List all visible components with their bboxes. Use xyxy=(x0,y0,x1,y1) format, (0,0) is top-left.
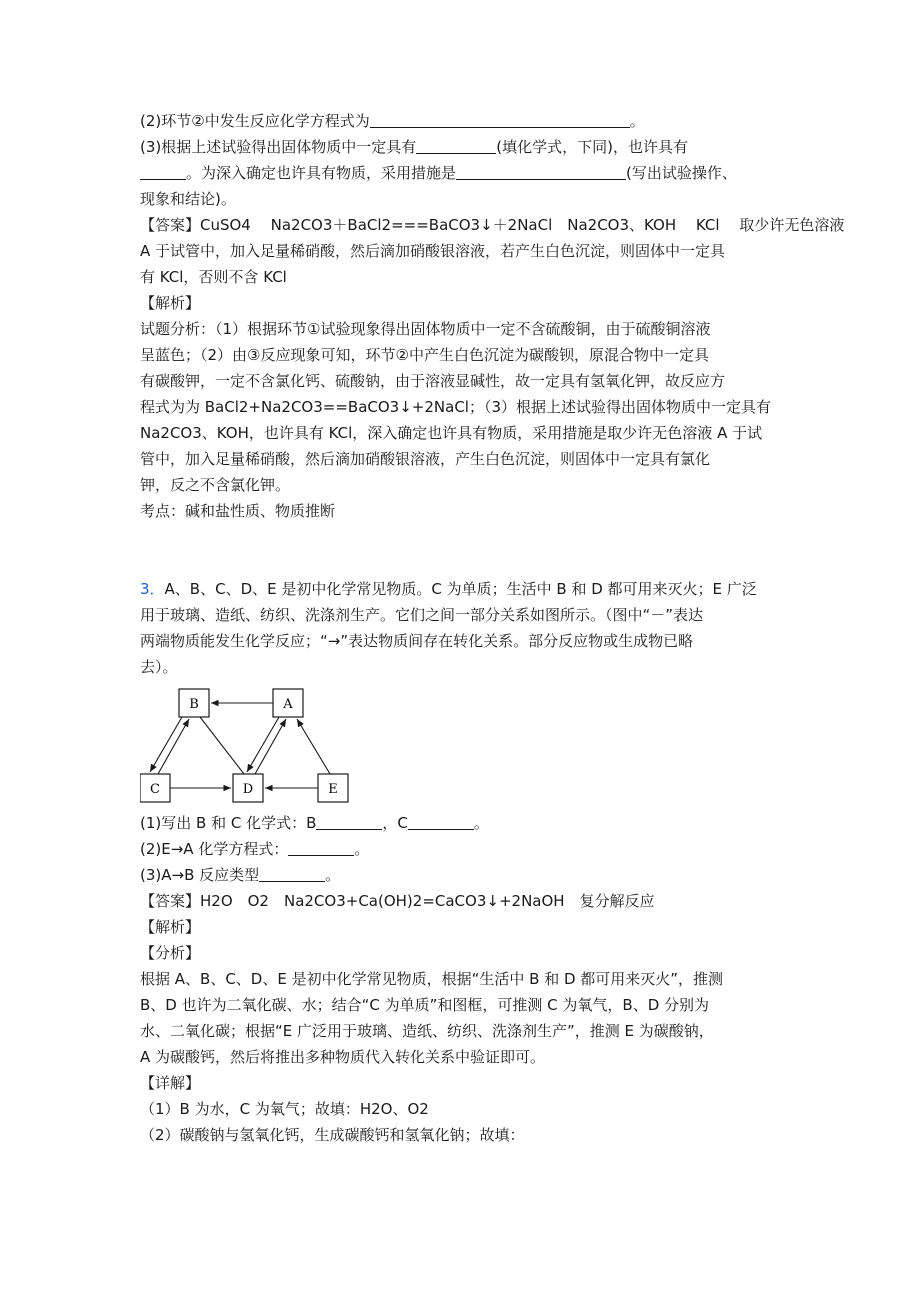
q3-text-4: (写出试验操作、 xyxy=(626,164,737,182)
sub1-blank-c[interactable] xyxy=(408,813,474,830)
q3-text-3: 。为深入确定也许具有物质，采用措施是 xyxy=(186,164,457,182)
analysis-line-1: 试题分析：（1）根据环节①试验现象得出固体物质中一定不含硫酸铜，由于硫酸铜溶液 xyxy=(140,320,711,338)
q3-line-1 xyxy=(140,134,790,160)
arrow-b-to-c xyxy=(150,717,182,772)
q3-fenxi-line-4: A 为碳酸钙，然后将推出多种物质代入转化关系中验证即可。 xyxy=(140,1048,546,1066)
node-e-label: E xyxy=(328,782,338,797)
sub-question-3 xyxy=(140,862,790,888)
link-b-d xyxy=(200,717,244,774)
analysis-line-2: 呈蓝色；（2）由③反应现象可知，环节②中产生白色沉淀为碳酸钡，原混合物中一定具 xyxy=(140,346,709,364)
sub3-blank[interactable] xyxy=(259,865,325,882)
document-page xyxy=(140,108,845,1148)
arrow-e-to-a xyxy=(297,719,330,774)
analysis-line-4: 程式为为 BaCl2+Na2CO3==BaCO3↓+2NaCl；（3）根据上述试验得出固体物质中一定具有 xyxy=(140,398,772,416)
answer-line-3: 有 KCl，否则不含 KCl xyxy=(140,268,287,286)
q3-fenxi-line-1: 根据 A、B、C、D、E 是初中化学常见物质，根据“生活中 B 和 D 都可用来灭火”，推测 xyxy=(140,970,724,988)
q2-end: 。 xyxy=(629,112,645,130)
q3-answer: 【答案】H2O O2 Na2CO3+Ca(OH)2=CaCO3↓+2NaOH 复分解反应 xyxy=(140,892,655,910)
node-b-label: B xyxy=(189,697,199,712)
q3-text-2: (填化学式，下同)，也许具有 xyxy=(496,138,688,156)
q3-line-2 xyxy=(140,160,790,186)
sub-question-2 xyxy=(140,836,790,862)
analysis-line-5: Na2CO3、KOH，也许具有 KCl，深入确定也许具有物质，采用措施是取少许无色溶液 A 于试 xyxy=(140,424,763,442)
node-c-label: C xyxy=(150,782,160,797)
q3-stem-line-2: 用于玻璃、造纸、纺织、洗涤剂生产。它们之间一部分关系如图所示。（图中“－”表达 xyxy=(140,606,704,624)
q3-stem-line-1 xyxy=(140,576,790,602)
q3-blank-1[interactable] xyxy=(416,137,496,154)
section-gap xyxy=(140,524,790,576)
sub1-text-c: 。 xyxy=(473,814,489,832)
kaodian-line: 考点：碱和盐性质、物质推断 xyxy=(140,502,336,520)
question-number: 3． xyxy=(140,580,165,598)
sub2-text-b: 。 xyxy=(354,840,370,858)
q3-stem-line-4: 去）。 xyxy=(140,658,178,676)
sub-question-1 xyxy=(140,810,790,836)
q2-line xyxy=(140,108,790,134)
q3-line-3: 现象和结论)。 xyxy=(140,190,236,208)
q3-text-1: (3)根据上述试验得出固体物质中一定具有 xyxy=(140,138,417,156)
sub3-text-b: 。 xyxy=(325,866,341,884)
sub2-text-a: (2)E→A 化学方程式： xyxy=(140,840,289,858)
q3-analysis-header: 【解析】 xyxy=(140,918,201,936)
analysis-line-3: 有碳酸钾，一定不含氯化钙、硫酸钠，由于溶液显碱性，故一定具有氢氧化钾，故反应方 xyxy=(140,372,726,390)
answer-line-2: A 于试管中，加入足量稀硝酸，然后滴加硝酸银溶液，若产生白色沉淀，则固体中一定具 xyxy=(140,242,726,260)
arrow-d-to-a xyxy=(255,719,286,774)
relationship-diagram xyxy=(140,686,360,804)
q3-xiangjie-line-2: （2）碳酸钠与氢氧化钙，生成碳酸钙和氢氧化钠；故填： xyxy=(140,1126,525,1144)
stem-text-1: A、B、C、D、E 是初中化学常见物质。C 为单质；生活中 B 和 D 都可用来灭火；E 广泛 xyxy=(164,580,757,598)
q3-blank-3[interactable] xyxy=(456,163,626,180)
analysis-line-7: 钾，反之不含氯化钾。 xyxy=(140,476,291,494)
sub1-text-a: (1)写出 B 和 C 化学式：B xyxy=(140,814,317,832)
answer-line-1: 【答案】CuSO4 Na2CO3＋BaCl2===BaCO3↓＋2NaCl Na2CO3、KOH KCl 取少许无色溶液 xyxy=(140,216,845,234)
node-d-label: D xyxy=(242,782,254,797)
sub3-text-a: (3)A→B 反应类型 xyxy=(140,866,260,884)
sub1-blank-b[interactable] xyxy=(316,813,382,830)
q3-xiangjie-line-1: （1）B 为水，C 为氧气；故填：H2O、O2 xyxy=(140,1100,429,1118)
q3-xiangjie-header: 【详解】 xyxy=(140,1074,201,1092)
q3-stem-line-3: 两端物质能发生化学反应；“→”表达物质间存在转化关系。部分反应物或生成物已略 xyxy=(140,632,694,650)
q3-fenxi-header: 【分析】 xyxy=(140,944,201,962)
q3-fenxi-line-2: B、D 也许为二氧化碳、水；结合“C 为单质”和图框，可推测 C 为氧气，B、D 分别为 xyxy=(140,996,710,1014)
q3-blank-2[interactable] xyxy=(140,163,186,180)
node-a-label: A xyxy=(283,697,293,712)
arrow-c-to-b xyxy=(158,719,189,774)
analysis-line-6: 管中，加入足量稀硝酸，然后滴加硝酸银溶液，产生白色沉淀，则固体中一定具有氯化 xyxy=(140,450,711,468)
q2-text: (2)环节②中发生反应化学方程式为 xyxy=(140,112,370,130)
analysis-header: 【解析】 xyxy=(140,294,201,312)
sub2-blank[interactable] xyxy=(288,839,354,856)
q3-fenxi-line-3: 水、二氧化碳；根据“E 广泛用于玻璃、造纸、纺织、洗涤剂生产”，推测 E 为碳酸钠， xyxy=(140,1022,714,1040)
sub1-text-b: ，C xyxy=(382,814,408,832)
q2-blank[interactable] xyxy=(370,111,630,128)
arrow-a-to-d xyxy=(247,717,279,772)
